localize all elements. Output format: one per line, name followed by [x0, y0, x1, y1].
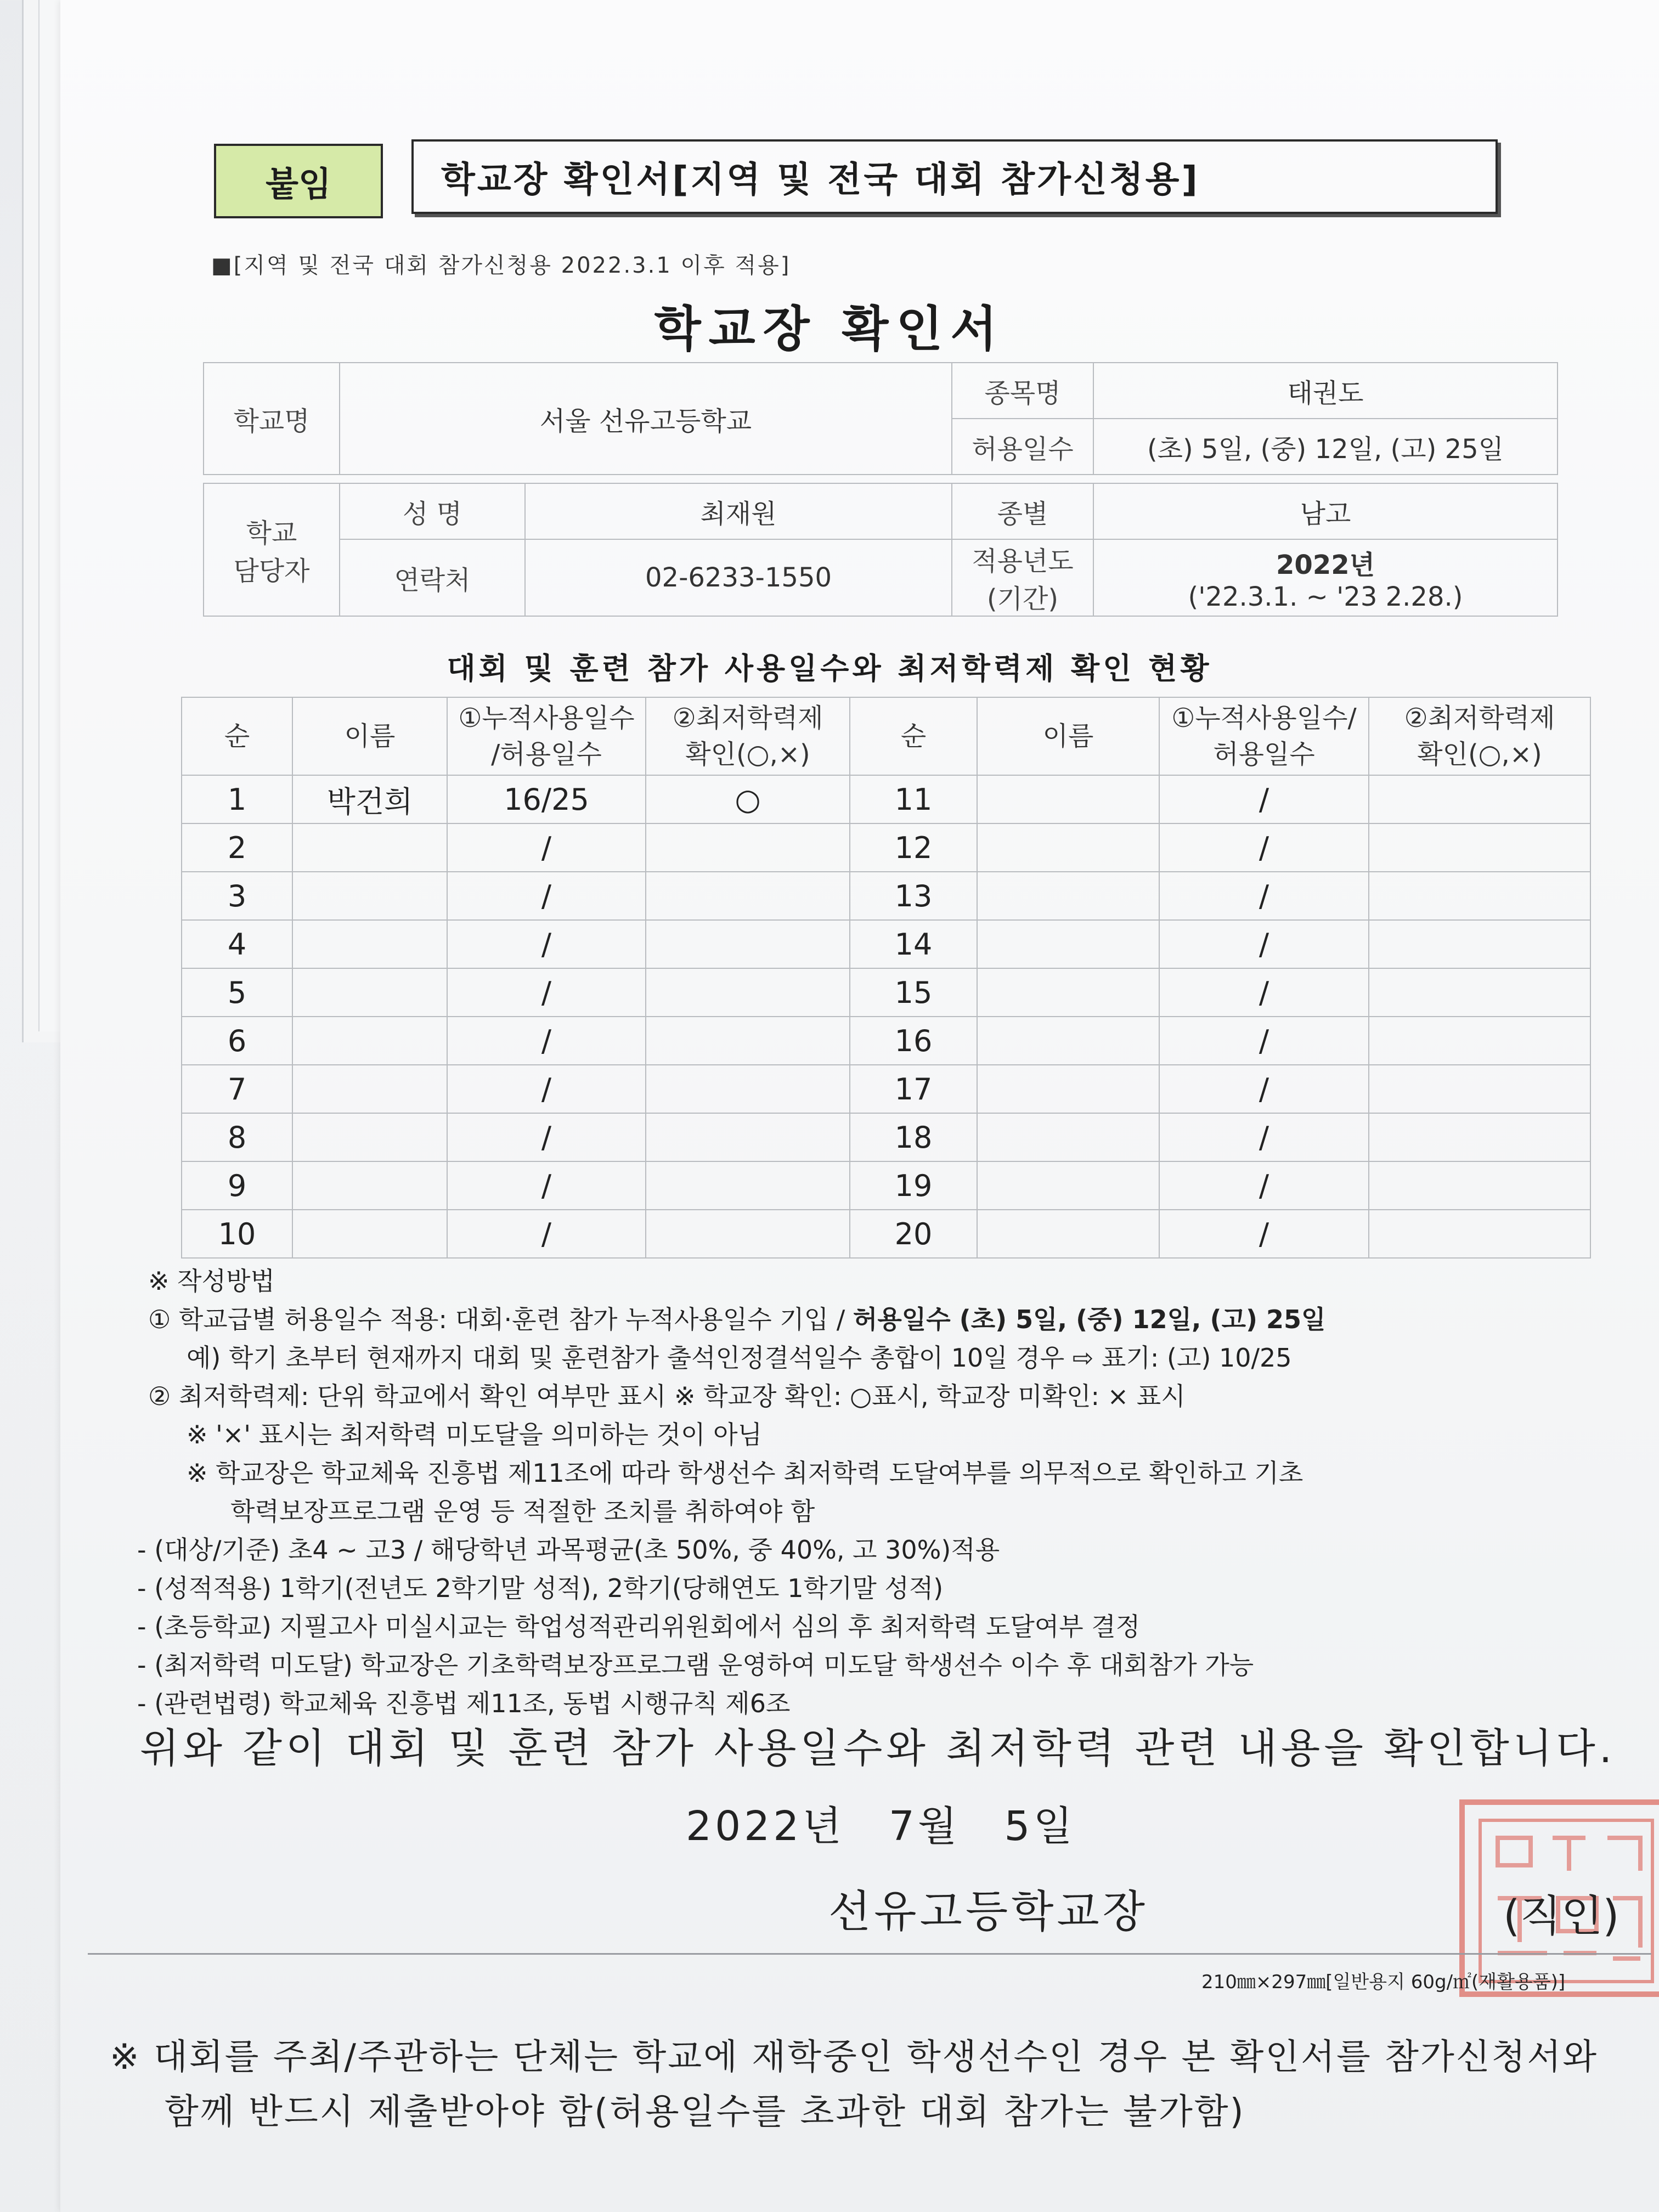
- sport-label: 종목명: [952, 363, 1093, 419]
- name-label: 성 명: [340, 483, 525, 539]
- year-value: 2022년 ('22.3.1. ~ '23 2.28.): [1093, 539, 1558, 616]
- issue-date: 2022년 7월 5일: [686, 1803, 1076, 1850]
- allowed-days-value: (초) 5일, (중) 12일, (고) 25일: [1093, 419, 1558, 475]
- table-row: 3 / 13 /: [182, 872, 1590, 920]
- note-4: ※ 학교장은 학교체육 진흥법 제11조에 따라 학생선수 최저학력 도달여부를 의무적으로 확인하고 기초: [187, 1458, 1304, 1488]
- col-days-right: ①누적사용일수/ 허용일수: [1159, 697, 1369, 775]
- detail-2: - (성적적용) 1학기(전년도 2학기말 성적), 2학기(당해연도 1학기말 성적): [137, 1573, 944, 1603]
- col-check-left: ②최저학력제 확인(○,×): [646, 697, 850, 775]
- paper-spec: 210㎜×297㎜[일반용지 60g/㎡(재활용품)]: [1201, 1971, 1566, 1993]
- table-row: 10 / 20 /: [182, 1210, 1590, 1258]
- table-row: 5 / 15 /: [182, 968, 1590, 1017]
- year-label: 적용년도 (기간): [952, 539, 1093, 616]
- divider: [88, 1953, 1651, 1955]
- detail-3: - (초등학교) 지필고사 미실시교는 학업성적관리위원회에서 심의 후 최저학력 도달여부 결정: [137, 1612, 1141, 1641]
- footnote: ※ 대회를 주최/주관하는 단체는 학교에 재학중인 학생선수인 경우 본 확인서를 참가신청서와 함께 반드시 제출받아야 함(허용일수를 초과한 대회 참가는 불가함): [110, 2037, 1599, 2132]
- seal-label: (직인): [1503, 1892, 1620, 1941]
- col-name-left: 이름: [292, 697, 447, 775]
- table-row: 1 박건희 16/25 ○ 11 /: [182, 775, 1590, 823]
- confirmation-statement: 위와 같이 대회 및 훈련 참가 사용일수와 최저학력 관련 내용을 확인합니다.: [140, 1725, 1616, 1772]
- table-row: 2 / 12 /: [182, 823, 1590, 872]
- sport-value: 태권도: [1093, 363, 1558, 419]
- form-title-box: 학교장 확인서[지역 및 전국 대회 참가신청용]: [411, 139, 1498, 214]
- detail-1: - (대상/기준) 초4 ~ 고3 / 해당학년 과목평균(초 50%, 중 40%, 고 30%)적용: [137, 1535, 1000, 1565]
- note-3: ※ '×' 표시는 최저학력 미도달을 의미하는 것이 아님: [187, 1420, 763, 1449]
- contact-value: 02-6233-1550: [525, 539, 952, 616]
- detail-5: - (관련법령) 학교체육 진흥법 제11조, 동법 시행규칙 제6조: [137, 1689, 791, 1718]
- school-name-label: 학교명: [204, 363, 340, 475]
- school-name-value: 서울 선유고등학교: [340, 363, 952, 475]
- col-no-left: 순: [182, 697, 292, 775]
- school-info-table: [203, 362, 1558, 617]
- col-check-right: ②최저학력제 확인(○,×): [1369, 697, 1590, 775]
- col-days-left: ①누적사용일수 /허용일수: [447, 697, 646, 775]
- manager-label: 학교 담당자: [204, 483, 340, 616]
- table-row: 4 / 14 /: [182, 920, 1590, 968]
- notes-heading: ※ 작성방법: [148, 1266, 275, 1296]
- col-name-right: 이름: [977, 697, 1159, 775]
- note-2: ② 최저학력제: 단위 학교에서 확인 여부만 표시 ※ 학교장 확인: ○표시, 학교장 미확인: × 표시: [148, 1381, 1186, 1411]
- form-subnote: ■[지역 및 전국 대회 참가신청용 2022.3.1 이후 적용]: [211, 253, 791, 278]
- category-label: 종별: [952, 483, 1093, 539]
- attachment-tag: 붙임: [214, 144, 383, 218]
- table-row: 9 / 19 /: [182, 1161, 1590, 1210]
- usage-section-title: 대회 및 훈련 참가 사용일수와 최저학력제 확인 현황: [447, 651, 1212, 686]
- usage-table: [181, 697, 1591, 1259]
- document-title: 학교장 확인서: [654, 301, 1005, 357]
- manager-name: 최재원: [525, 483, 952, 539]
- table-row: 6 / 16 /: [182, 1017, 1590, 1065]
- col-no-right: 순: [850, 697, 977, 775]
- contact-label: 연락처: [340, 539, 525, 616]
- principal-title: 선유고등학교장: [828, 1886, 1148, 1937]
- note-1-example: 예) 학기 초부터 현재까지 대회 및 훈련참가 출석인정결석일수 총합이 10일 경우 ⇨ 표기: (고) 10/25: [187, 1343, 1292, 1373]
- note-1: ① 학교급별 허용일수 적용: 대회·훈련 참가 누적사용일수 기입 / 허용일수 (초) 5일, (중) 12일, (고) 25일: [148, 1305, 1326, 1334]
- category-value: 남고: [1093, 483, 1558, 539]
- allowed-days-label: 허용일수: [952, 419, 1093, 475]
- note-4-cont: 학력보장프로그램 운영 등 적절한 조치를 취하여야 함: [230, 1497, 815, 1526]
- table-row: 7 / 17 /: [182, 1065, 1590, 1113]
- instructions: [137, 1262, 1651, 1723]
- usage-rows: [182, 775, 1590, 1258]
- table-row: 8 / 18 /: [182, 1113, 1590, 1161]
- detail-4: - (최저학력 미도달) 학교장은 기초학력보장프로그램 운영하여 미도달 학생선수 이수 후 대회참가 가능: [137, 1650, 1254, 1680]
